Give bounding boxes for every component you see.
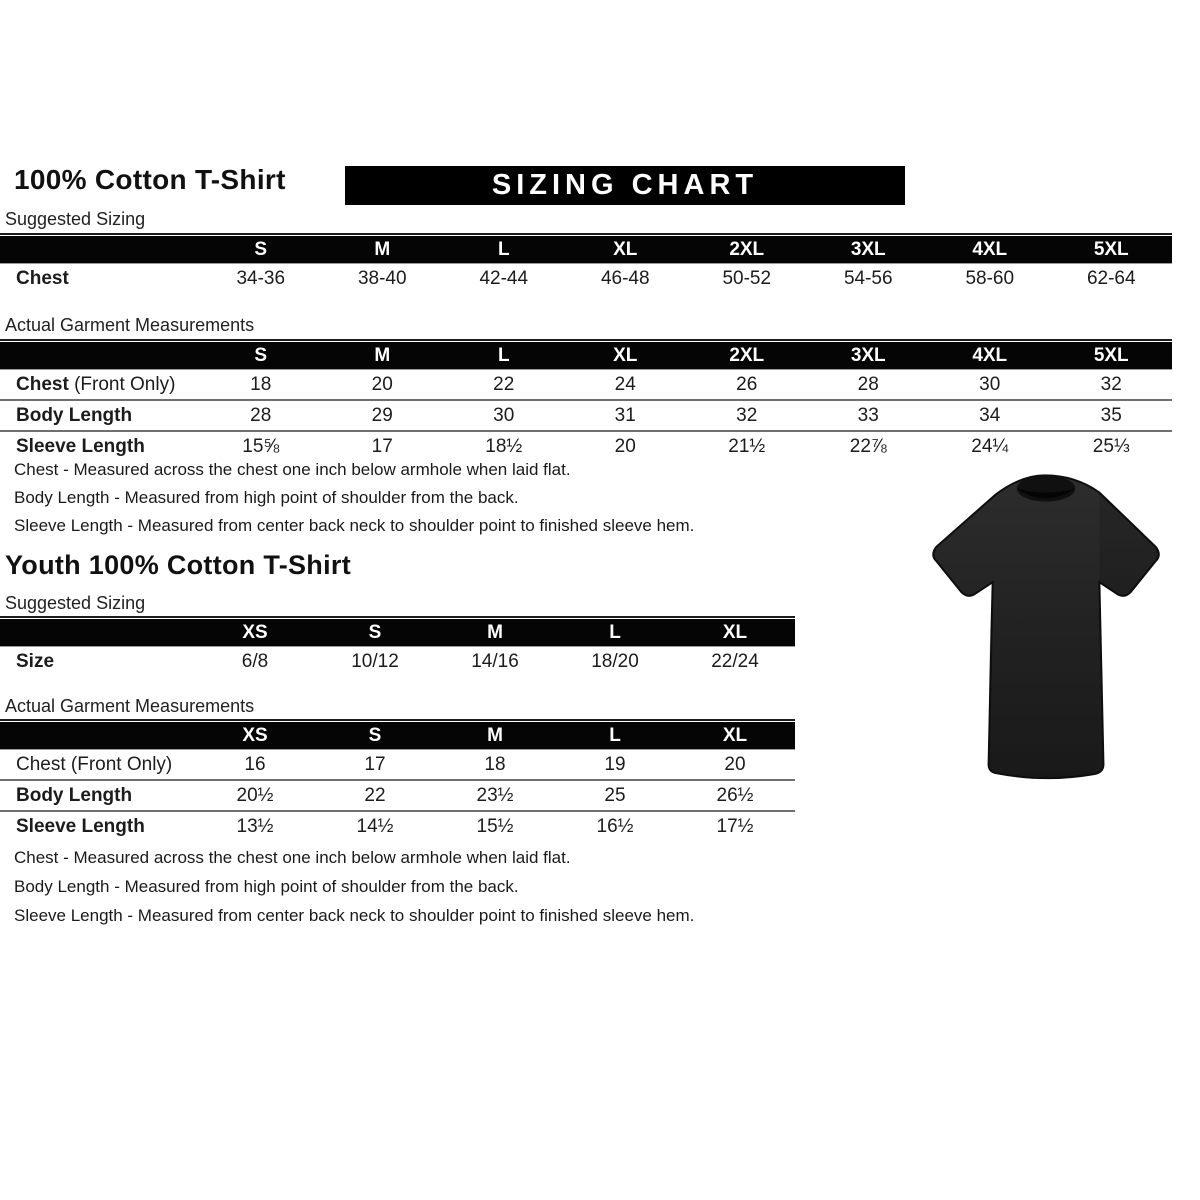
size-column-header: L <box>497 238 510 260</box>
size-column-header: XL <box>722 621 748 643</box>
adult-suggested-sizing-table <box>0 233 1172 293</box>
adult-sleeve-length-row <box>0 430 1172 461</box>
size-column-header: 2XL <box>729 238 765 260</box>
chest-value: 28 <box>857 373 879 395</box>
sleeve-length-value: 15⅝ <box>242 435 280 457</box>
chest-value: 24 <box>614 373 636 395</box>
row-label-sleeve-length: Sleeve Length <box>16 815 145 837</box>
size-column-header: 3XL <box>850 238 886 260</box>
size-column-header: L <box>609 724 621 746</box>
note-body-length: Body Length - Measured from high point of shoulder from the back. <box>14 877 519 896</box>
body-length-value: 22 <box>364 784 386 806</box>
chest-range-value: 54-56 <box>843 267 893 289</box>
body-length-value: 30 <box>493 404 515 426</box>
body-length-value: 23½ <box>476 784 514 806</box>
note-chest: Chest - Measured across the chest one inch below armhole when laid flat. <box>14 848 571 867</box>
chest-value: 19 <box>604 753 626 775</box>
row-label-bold: Chest <box>16 373 69 395</box>
sleeve-length-value: 16½ <box>596 815 634 837</box>
chest-range-value: 42-44 <box>479 267 529 289</box>
size-column-header: XS <box>242 724 268 746</box>
chest-value: 26 <box>736 373 758 395</box>
adult-section-title: 100% Cotton T-Shirt <box>14 164 286 195</box>
chest-range-value: 46-48 <box>600 267 650 289</box>
chest-range-value: 38-40 <box>357 267 407 289</box>
youth-size-value: 14/16 <box>471 650 519 672</box>
body-length-value: 31 <box>614 404 636 426</box>
adult-actual-measurements-label: Actual Garment Measurements <box>5 315 255 335</box>
sleeve-length-value: 15½ <box>476 815 514 837</box>
sleeve-length-value: 25⅓ <box>1092 435 1130 457</box>
row-label-size: Size <box>16 650 55 672</box>
size-column-header: M <box>487 724 503 746</box>
chest-value: 17 <box>364 753 386 775</box>
body-length-value: 26½ <box>716 784 754 806</box>
row-label-chest: Chest <box>16 267 69 289</box>
sleeve-length-value: 24¼ <box>971 435 1009 457</box>
size-column-header: S <box>254 238 268 260</box>
youth-actual-measurements-table <box>0 719 795 841</box>
youth-suggested-sizing-label: Suggested Sizing <box>5 593 146 613</box>
sleeve-length-value: 20 <box>614 435 636 457</box>
size-column-header: L <box>497 344 510 366</box>
youth-body-length-row <box>0 779 795 810</box>
body-length-value: 33 <box>857 404 879 426</box>
youth-size-row <box>0 647 795 676</box>
sizing-chart-banner-text: SIZING CHART <box>491 169 759 201</box>
size-column-header: S <box>368 724 382 746</box>
adult-suggested-header-row <box>0 236 1172 264</box>
youth-suggested-header-row <box>0 619 795 647</box>
youth-section-title: Youth 100% Cotton T-Shirt <box>5 550 351 580</box>
chest-value: 20 <box>371 373 393 395</box>
size-column-header: M <box>374 238 391 260</box>
note-sleeve-length: Sleeve Length - Measured from center back neck to shoulder point to finished sleeve hem. <box>14 516 695 535</box>
sleeve-length-value: 22⅞ <box>849 435 887 457</box>
adult-chest-row <box>0 370 1172 399</box>
size-column-header: XL <box>613 238 638 260</box>
adult-actual-header-row <box>0 342 1172 370</box>
body-length-value: 29 <box>371 404 393 426</box>
size-column-header: 3XL <box>850 344 886 366</box>
size-column-header: L <box>609 621 621 643</box>
row-label-body-length: Body Length <box>16 404 133 426</box>
row-label-suffix: (Front Only) <box>68 373 176 395</box>
adult-measurement-notes <box>14 460 694 544</box>
youth-sleeve-length-row <box>0 810 795 841</box>
adult-actual-measurements-table <box>0 339 1172 461</box>
sizing-chart-banner <box>345 166 905 205</box>
youth-actual-measurements-label: Actual Garment Measurements <box>5 696 255 716</box>
size-column-header: 4XL <box>972 344 1008 366</box>
youth-size-value: 18/20 <box>591 650 639 672</box>
youth-suggested-sizing-table <box>0 616 795 676</box>
size-column-header: 5XL <box>1093 238 1129 260</box>
black-tshirt-photo <box>892 466 1194 814</box>
chest-range-value: 62-64 <box>1086 267 1136 289</box>
size-column-header: XL <box>613 344 638 366</box>
row-label-sleeve-length: Sleeve Length <box>16 435 145 457</box>
note-chest: Chest - Measured across the chest one inch below armhole when laid flat. <box>14 460 571 479</box>
row-label-chest-front-only <box>0 374 200 396</box>
chest-value: 18 <box>250 373 272 395</box>
size-column-header: 4XL <box>972 238 1008 260</box>
sleeve-length-value: 17½ <box>716 815 754 837</box>
youth-size-value: 6/8 <box>241 650 269 672</box>
size-column-header: XL <box>722 724 748 746</box>
chest-range-value: 50-52 <box>722 267 772 289</box>
size-column-header: S <box>254 344 268 366</box>
size-column-header: XS <box>242 621 268 643</box>
youth-size-value: 10/12 <box>351 650 399 672</box>
youth-size-value: 22/24 <box>711 650 759 672</box>
youth-measurement-notes <box>14 843 694 930</box>
note-body-length: Body Length - Measured from high point of shoulder from the back. <box>14 488 519 507</box>
chest-value: 32 <box>1100 373 1122 395</box>
tshirt-illustration <box>892 466 1194 814</box>
chest-value: 22 <box>493 373 515 395</box>
row-label-body-length: Body Length <box>16 784 133 806</box>
body-length-value: 34 <box>979 404 1001 426</box>
note-sleeve-length: Sleeve Length - Measured from center back neck to shoulder point to finished sleeve hem. <box>14 906 695 925</box>
chest-value: 20 <box>724 753 746 775</box>
adult-chest-range-row <box>0 264 1172 293</box>
body-length-value: 25 <box>604 784 626 806</box>
chest-range-value: 58-60 <box>965 267 1015 289</box>
adult-suggested-sizing-label: Suggested Sizing <box>5 209 146 229</box>
chest-value: 18 <box>484 753 506 775</box>
size-column-header: 5XL <box>1093 344 1129 366</box>
sleeve-length-value: 18½ <box>485 435 523 457</box>
size-column-header: S <box>368 621 382 643</box>
size-column-header: M <box>487 621 503 643</box>
body-length-value: 35 <box>1100 404 1122 426</box>
chest-value: 16 <box>244 753 266 775</box>
size-column-header: 2XL <box>729 344 765 366</box>
sleeve-length-value: 14½ <box>356 815 394 837</box>
size-column-header: M <box>374 344 391 366</box>
sleeve-length-value: 13½ <box>236 815 274 837</box>
body-length-value: 28 <box>250 404 272 426</box>
sleeve-length-value: 17 <box>371 435 393 457</box>
youth-chest-row <box>0 750 795 779</box>
youth-actual-header-row <box>0 722 795 750</box>
body-length-value: 20½ <box>236 784 274 806</box>
chest-range-value: 34-36 <box>236 267 286 289</box>
body-length-value: 32 <box>736 404 758 426</box>
chest-value: 30 <box>979 373 1001 395</box>
sleeve-length-value: 21½ <box>728 435 766 457</box>
row-label-chest-front-only: Chest (Front Only) <box>16 753 173 775</box>
adult-body-length-row <box>0 399 1172 430</box>
